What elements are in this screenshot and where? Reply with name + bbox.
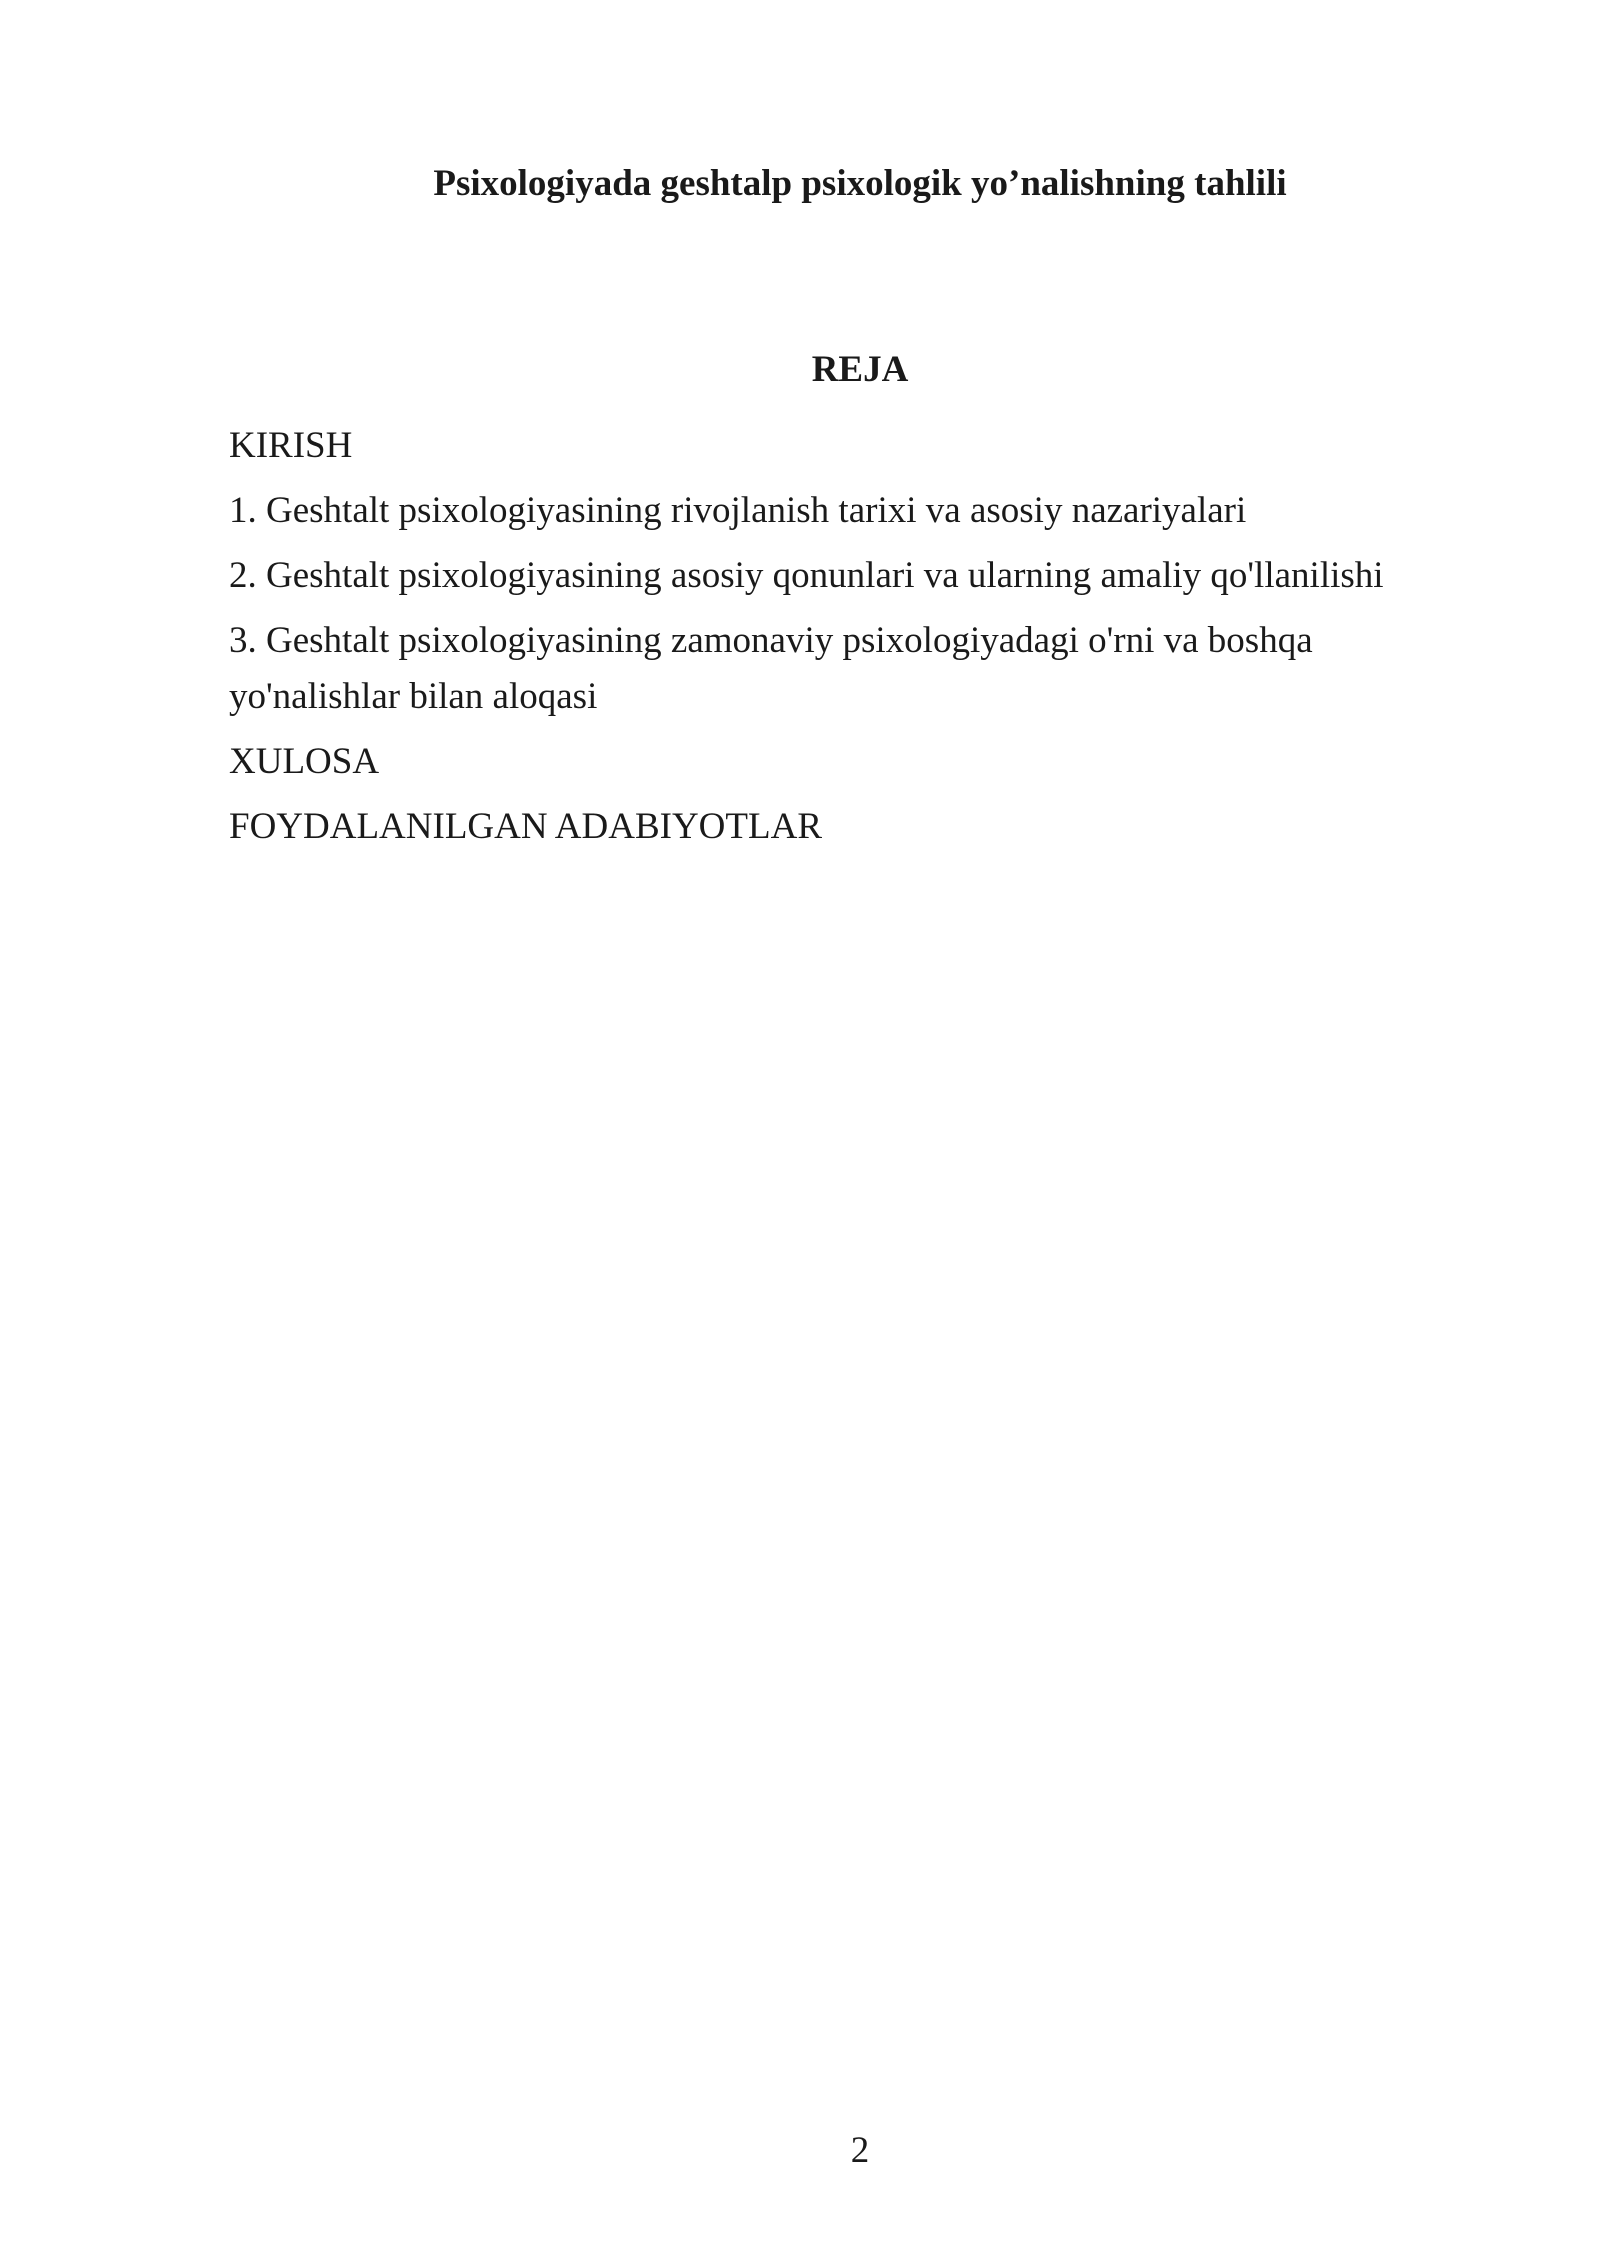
document-title: Psixologiyada geshtalp psixologik yo’nalishning tahlili bbox=[433, 163, 1287, 204]
page-number: 2 bbox=[850, 2130, 870, 2171]
plan-item-3: 3. Geshtalt psixologiyasining zamonaviy psixologiyadagi o'rni va boshqa yo'nalishlar bilan aloqasi bbox=[229, 620, 1313, 717]
plan-list bbox=[229, 418, 1429, 864]
plan-item-conclusion: XULOSA bbox=[229, 741, 380, 782]
plan-item-1: 1. Geshtalt psixologiyasining rivojlanish tarixi va asosiy nazariyalari bbox=[229, 490, 1247, 531]
plan-item-introduction: KIRISH bbox=[229, 425, 353, 466]
plan-item-2: 2. Geshtalt psixologiyasining asosiy qonunlari va ularning amaliy qo'llanilishi bbox=[229, 555, 1384, 596]
plan-heading: REJA bbox=[811, 349, 909, 390]
plan-item-references: FOYDALANILGAN ADABIYOTLAR bbox=[229, 806, 822, 847]
